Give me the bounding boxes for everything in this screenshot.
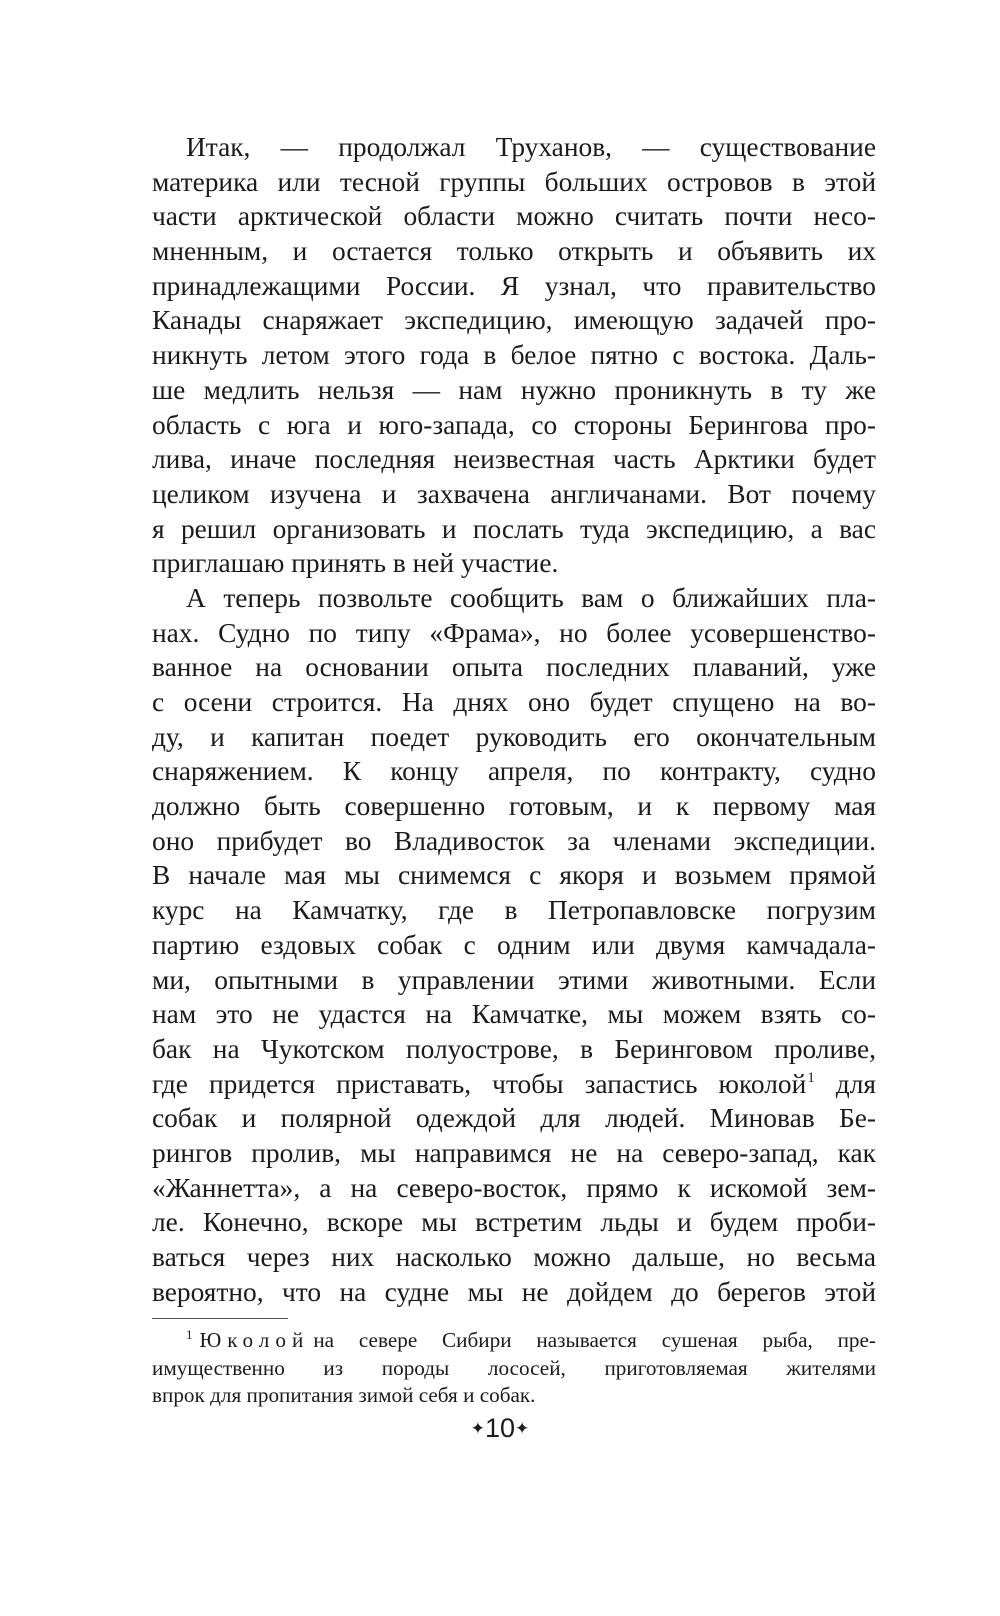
text-line: принадлежащими России. Я узнал, что правительство	[152, 270, 876, 301]
text-line-segment: где придется приставать, чтобы запастись юколой	[152, 1068, 807, 1099]
footnote-reference[interactable]: 1	[807, 1069, 815, 1086]
ornament-left-icon: ✦	[470, 1419, 485, 1438]
text-line: лива, иначе последняя неизвестная часть Арктики будет	[152, 444, 876, 475]
footnote-divider	[152, 1318, 288, 1319]
text-line: материка или тесной группы больших островов в этой	[152, 166, 876, 197]
text-line: Канады снаряжает экспедицию, имеющую задачей про-	[152, 305, 876, 336]
text-line: рингов пролив, мы направимся не на северо-запад, как	[152, 1137, 876, 1168]
text-line: целиком изучена и захвачена англичанами. Вот почему	[152, 478, 876, 509]
footnote-term: Юколой	[199, 1328, 310, 1352]
text-line: с осени строится. На днях оно будет спущено на во-	[152, 687, 876, 717]
body-text	[152, 130, 876, 1309]
text-line: вероятно, что на судне мы не дойдем до берегов этой	[152, 1276, 876, 1307]
text-line: ше медлить нельзя — нам нужно проникнуть в ту же	[152, 374, 876, 405]
text-line: оно прибудет во Владивосток за членами экспедиции.	[152, 825, 876, 856]
text-line: нам это не удастся на Камчатке, мы можем взять со-	[152, 999, 876, 1030]
text-line: ваться через них насколько можно дальше, но весьма	[152, 1242, 876, 1272]
text-line: должно быть совершенно готовым, и к первому мая	[152, 791, 876, 822]
text-line: ду, и капитан поедет руководить его окончательным	[152, 721, 876, 752]
page-number: 10	[484, 1413, 516, 1443]
text-line: части арктической области можно считать почти несо-	[152, 201, 876, 232]
text-line: никнуть летом этого года в белое пятно с востока. Даль-	[152, 340, 876, 371]
text-line: ле. Конечно, вскоре мы встретим льды и будем проби-	[152, 1207, 876, 1238]
ornament-right-icon: ✦	[515, 1419, 530, 1438]
text-line: ванное на основании опыта последних плаваний, уже	[152, 652, 876, 683]
text-line: приглашаю принять в ней участие.	[152, 548, 559, 579]
text-line: нах. Судно по типу «Фрама», но более усовершенство-	[152, 617, 876, 648]
text-line: партию ездовых собак с одним или двумя камчадала-	[152, 929, 876, 960]
text-line: мненным, и остается только открыть и объявить их	[152, 236, 876, 267]
text-line: собак и полярной одеждой для людей. Миновав Бе-	[152, 1103, 876, 1134]
text-line: снаряжением. К концу апреля, по контракту, судно	[152, 756, 876, 787]
text-line: бак на Чукотском полуострове, в Беринговом проливе,	[152, 1033, 876, 1064]
footnote-number: 1	[186, 1327, 193, 1342]
text-line: В начале мая мы снимемся с якоря и возьмем прямой	[152, 860, 876, 891]
text-line: я решил организовать и послать туда экспедицию, а вас	[152, 513, 876, 544]
text-line: курс на Камчатку, где в Петропавловске погрузим	[152, 895, 876, 926]
footnote-text: на севере Сибири называется сушеная рыба, пре-	[313, 1328, 876, 1352]
text-line: область с юга и юго-запада, со стороны Берингова про-	[152, 409, 876, 440]
text-line: Итак, — продолжал Труханов, — существование	[186, 132, 876, 162]
page-number-footer	[0, 1411, 1000, 1446]
text-line-with-note	[152, 1067, 876, 1102]
text-line-segment: для	[814, 1068, 876, 1099]
text-line: А теперь позвольте сообщить вам о ближайших пла-	[186, 582, 876, 613]
footnote-line: имущественно из породы лососей, приготовляемая жителями	[152, 1355, 876, 1380]
footnote	[152, 1327, 876, 1410]
footnote-line: впрок для пропитания зимой себя и собак.	[152, 1383, 536, 1407]
text-line: «Жаннетта», а на северо-восток, прямо к искомой зем-	[152, 1172, 876, 1203]
text-line: ми, опытными в управлении этими животными. Если	[152, 964, 876, 995]
footnote-line	[152, 1327, 876, 1355]
